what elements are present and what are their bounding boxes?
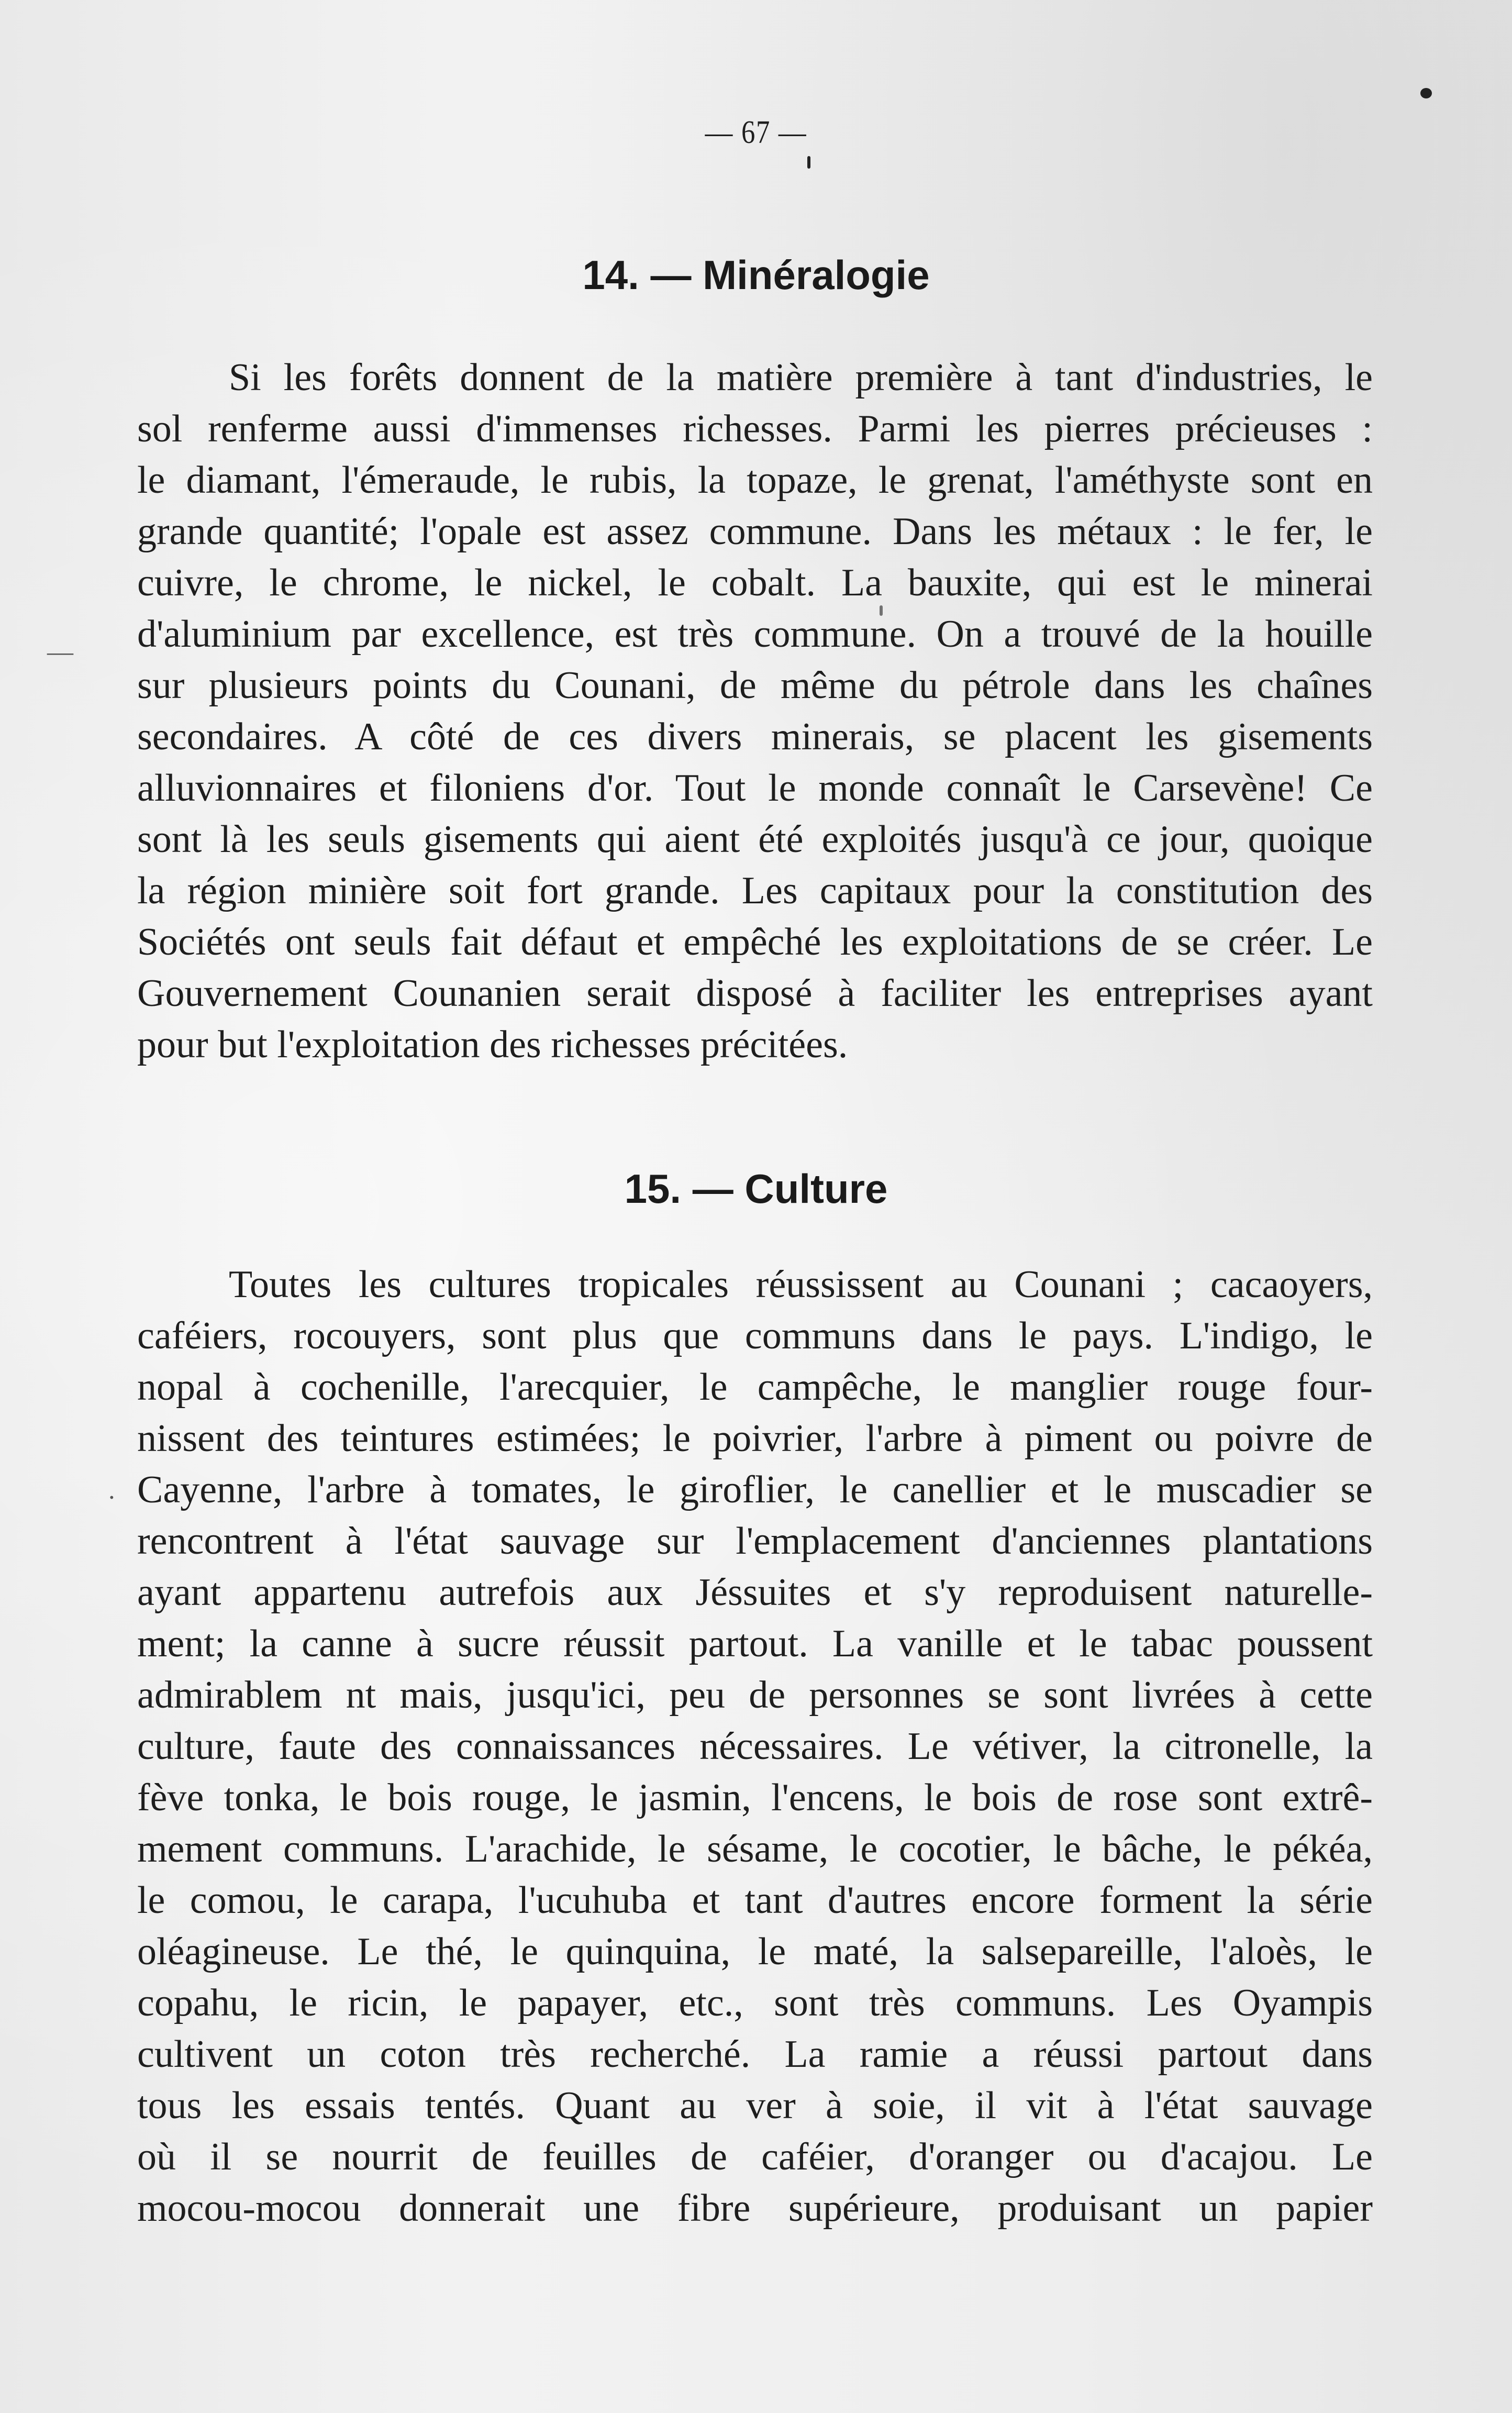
text-line: cultivent un coton très recherché. La ramie a réussi partout dans [137, 2033, 1373, 2076]
text-line: le comou, le carapa, l'ucuhuba et tant d'autres encore forment la série [137, 1879, 1373, 1922]
text-line: caféiers, rocouyers, sont plus que communs dans le pays. L'indigo, le [137, 1314, 1373, 1357]
paragraph-mineralogie [137, 352, 1373, 1070]
text-line: admirablem nt mais, jusqu'ici, peu de personnes se sont livrées à cette [137, 1674, 1373, 1717]
text-line: sont là les seuls gisements qui aient été exploités jusqu'à ce jour, quoique [137, 818, 1373, 861]
paragraph-culture [137, 1259, 1373, 2234]
text-line: Gouvernement Counanien serait disposé à faciliter les entreprises ayant [137, 972, 1373, 1015]
margin-dot-mark: · [107, 1482, 116, 1512]
text-line: copahu, le ricin, le papayer, etc., sont très communs. Les Oyampis [137, 1982, 1373, 2024]
text-line: sur plusieurs points du Counani, de même du pétrole dans les chaînes [137, 664, 1373, 707]
section-heading-mineralogie: 14. — Minéralogie [582, 252, 930, 298]
text-line: secondaires. A côté de ces divers minerais, se placent les gisements [137, 715, 1373, 758]
text-line: ayant appartenu autrefois aux Jéssuites et s'y reproduisent naturelle- [137, 1571, 1373, 1614]
text-line: sol renferme aussi d'immenses richesses. Parmi les pierres précieuses : [137, 407, 1373, 450]
text-line: Si les forêts donnent de la matière première à tant d'industries, le [229, 356, 1373, 399]
text-line: alluvionnaires et filoniens d'or. Tout le monde connaît le Carsevène! Ce [137, 767, 1373, 810]
text-line: culture, faute des connaissances nécessaires. Le vétiver, la citronelle, la [137, 1725, 1373, 1768]
text-line: cuivre, le chrome, le nickel, le cobalt. La bauxite, qui est le minerai [137, 561, 1373, 604]
text-line: Sociétés ont seuls fait défaut et empêché les exploitations de se créer. Le [137, 921, 1373, 964]
text-line: tous les essais tentés. Quant au ver à soie, il vit à l'état sauvage [137, 2084, 1373, 2127]
text-line: où il se nourrit de feuilles de caféier, d'oranger ou d'acajou. Le [137, 2135, 1373, 2178]
text-line: le diamant, l'émeraude, le rubis, la topaze, le grenat, l'améthyste sont en [137, 459, 1373, 502]
text-line: mement communs. L'arachide, le sésame, le cocotier, le bâche, le pékéa, [137, 1828, 1373, 1870]
margin-dash-mark: — [47, 637, 73, 666]
text-line: fève tonka, le bois rouge, le jasmin, l'encens, le bois de rose sont extrê- [137, 1776, 1373, 1819]
text-line: d'aluminium par excellence, est très commune. On a trouvé de la houille [137, 613, 1373, 656]
ink-speck [1420, 88, 1432, 98]
text-line: pour but l'exploitation des richesses précitées. [137, 1023, 848, 1066]
text-line: nopal à cochenille, l'arecquier, le campêche, le manglier rouge four- [137, 1366, 1373, 1409]
text-line: mocou-mocou donnerait une fibre supérieure, produisant un papier [137, 2187, 1373, 2230]
text-line: rencontrent à l'état sauvage sur l'emplacement d'anciennes plantations [137, 1520, 1373, 1563]
text-line: oléagineuse. Le thé, le quinquina, le maté, la salsepareille, l'aloès, le [137, 1930, 1373, 1973]
section-heading-culture: 15. — Culture [624, 1166, 888, 1212]
text-line: ment; la canne à sucre réussit partout. La vanille et le tabac poussent [137, 1622, 1373, 1665]
text-line: la région minière soit fort grande. Les capitaux pour la constitution des [137, 869, 1373, 912]
text-line: nissent des teintures estimées; le poivrier, l'arbre à piment ou poivre de [137, 1417, 1373, 1460]
ink-speck [807, 156, 810, 169]
text-line: Toutes les cultures tropicales réussissent au Counani ; cacaoyers, [229, 1263, 1373, 1306]
page-number: — 67 — [705, 115, 807, 150]
text-line: Cayenne, l'arbre à tomates, le giroflier, le canellier et le muscadier se [137, 1468, 1373, 1511]
text-line: grande quantité; l'opale est assez commune. Dans les métaux : le fer, le [137, 510, 1373, 553]
